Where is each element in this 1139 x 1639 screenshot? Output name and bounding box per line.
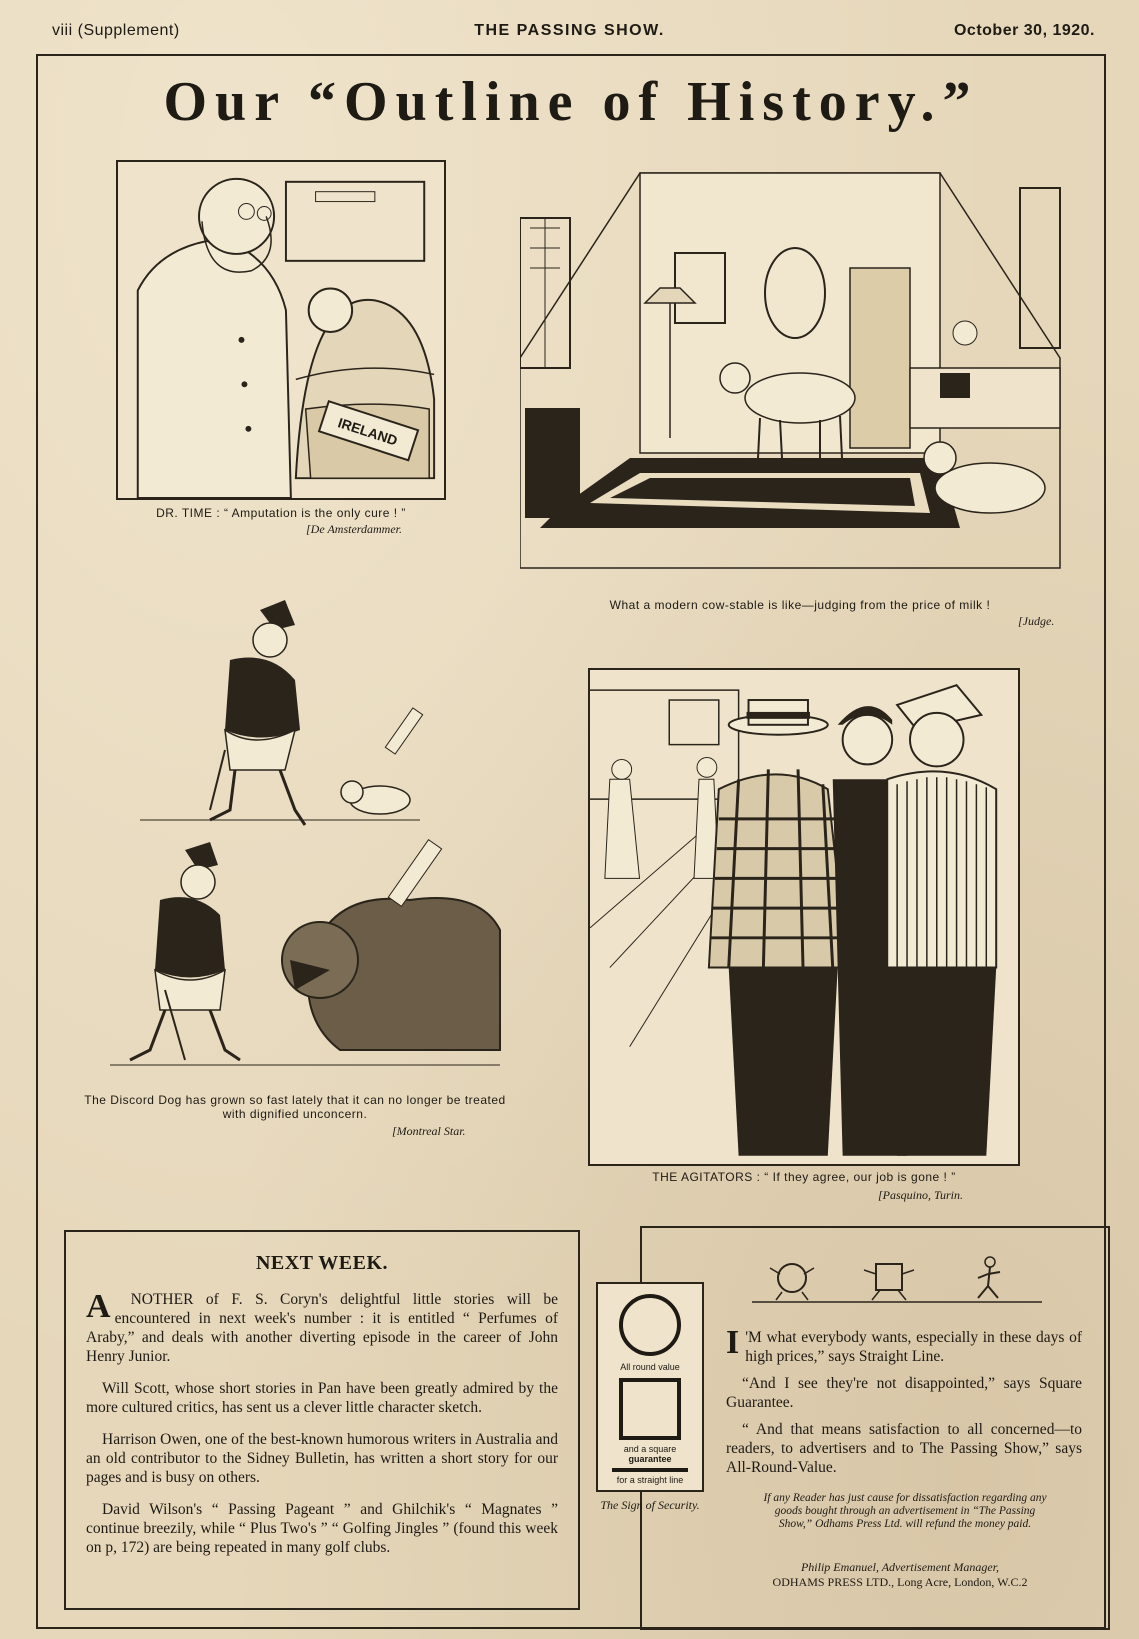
dr-time-illustration — [118, 162, 444, 498]
square-guarantee-square — [619, 1378, 681, 1440]
publication-name: THE PASSING SHOW. — [474, 22, 665, 39]
cartoon-agitators — [588, 668, 1020, 1166]
page-title: Our “Outline of History.” — [163, 71, 979, 133]
badge-line-label: for a straight line — [616, 1475, 684, 1485]
badge-round-label: All round value — [620, 1362, 680, 1372]
signature-line-1: Philip Emanuel, Advertisement Manager, — [800, 1560, 1000, 1574]
badge-caption: The Sign of Security. — [600, 1498, 700, 1512]
caption-discord-dog: The Discord Dog has grown so fast lately that it can no longer be treated with dignified unconcern. — [84, 1093, 506, 1121]
square-guarantee-figure — [876, 1264, 902, 1290]
cartoon-cow-stable — [520, 158, 1080, 576]
discord-dog-illustration — [80, 570, 510, 1070]
quote-dropcap: I — [726, 1324, 740, 1361]
advertisement-body — [726, 1324, 1082, 1485]
quote-square-guarantee: “And I see they're not disappointed,” says Square Guarantee. — [726, 1375, 1082, 1411]
badge-square-label-2: guarantee — [628, 1454, 672, 1464]
badge-square-label-1: and a square — [623, 1444, 677, 1454]
cartoon-discord-dog — [80, 570, 510, 1070]
gentleman-bottom — [130, 842, 240, 1060]
caption-cow-stable: What a modern cow-stable is like—judging from the price of milk ! — [609, 598, 991, 612]
puppy-dog — [341, 708, 423, 814]
next-week-paragraph-4: David Wilson's “ Passing Pageant ” and Ghilchik's “ Magnates ” continue breezily, while “ Plus Two's ” “ Golfing Jingles ” (found this week on p, 172) are being repeated in many golf clubs. — [86, 1501, 558, 1556]
quote-all-round-value: “ And that means satisfaction to all concerned—to readers, to advertisers and to The Passing Show,” says All-Round-Value. — [726, 1421, 1082, 1476]
ireland-label: IRELAND — [336, 414, 400, 449]
next-week-heading: NEXT WEEK. — [255, 1252, 389, 1274]
all-round-value-figure — [778, 1264, 806, 1292]
gentleman-top — [210, 600, 305, 825]
next-week-paragraph-2: Will Scott, whose short stories in Pan have been greatly admired by the more cultured critics, has sent us a clever little character sketch. — [86, 1380, 558, 1416]
security-badge — [596, 1282, 704, 1492]
refund-notice: If any Reader has just cause for dissatisfaction regarding any goods bought through an advertisement in “The Passing Show,” Odhams Press Ltd. will refund the money paid. — [763, 1492, 1047, 1530]
next-week-paragraph-1: NOTHER of F. S. Coryn's delightful little stories will be encountered in next week's number : it is entitled “ Perfumes of Araby,” and deals with another diverting episode in the career of John Henry Junior. — [86, 1291, 558, 1365]
mascots-illustration — [752, 1254, 1042, 1304]
caption-dr-time: DR. TIME : “ Amputation is the only cure ! ” — [156, 506, 406, 520]
source-agitators: [Pasquino, Turin. — [878, 1188, 964, 1202]
cartoon-dr-time — [116, 160, 446, 500]
signature-line-2: ODHAMS PRESS LTD., Long Acre, London, W.C.2 — [772, 1575, 1028, 1589]
source-cow-stable: [Judge. — [1018, 614, 1055, 628]
cow-stable-illustration — [520, 158, 1080, 576]
issue-date: October 30, 1920. — [953, 22, 1095, 39]
source-dr-time: [De Amsterdammer. — [306, 522, 402, 536]
next-week-box — [64, 1230, 580, 1610]
all-round-value-circle — [619, 1294, 681, 1356]
straight-line-bar — [612, 1468, 688, 1472]
source-discord-dog: [Montreal Star. — [392, 1124, 466, 1138]
dropcap: A — [86, 1288, 111, 1325]
agitators-illustration — [590, 670, 1018, 1164]
signature — [700, 1560, 1100, 1590]
next-week-body — [86, 1290, 558, 1570]
straight-line-figure — [985, 1257, 995, 1267]
page-number: viii (Supplement) — [52, 22, 180, 39]
next-week-paragraph-3: Harrison Owen, one of the best-known humorous writers in Australia and an old contributor to the Sidney Bulletin, has written a short story for our pages and is busy on others. — [86, 1431, 558, 1486]
badge-square-label — [598, 1444, 702, 1464]
large-dog — [282, 840, 500, 1050]
caption-agitators: THE AGITATORS : “ If they agree, our job is gone ! ” — [652, 1170, 956, 1184]
quote-straight-line: 'M what everybody wants, especially in these days of high prices,” says Straight Line. — [745, 1329, 1082, 1365]
